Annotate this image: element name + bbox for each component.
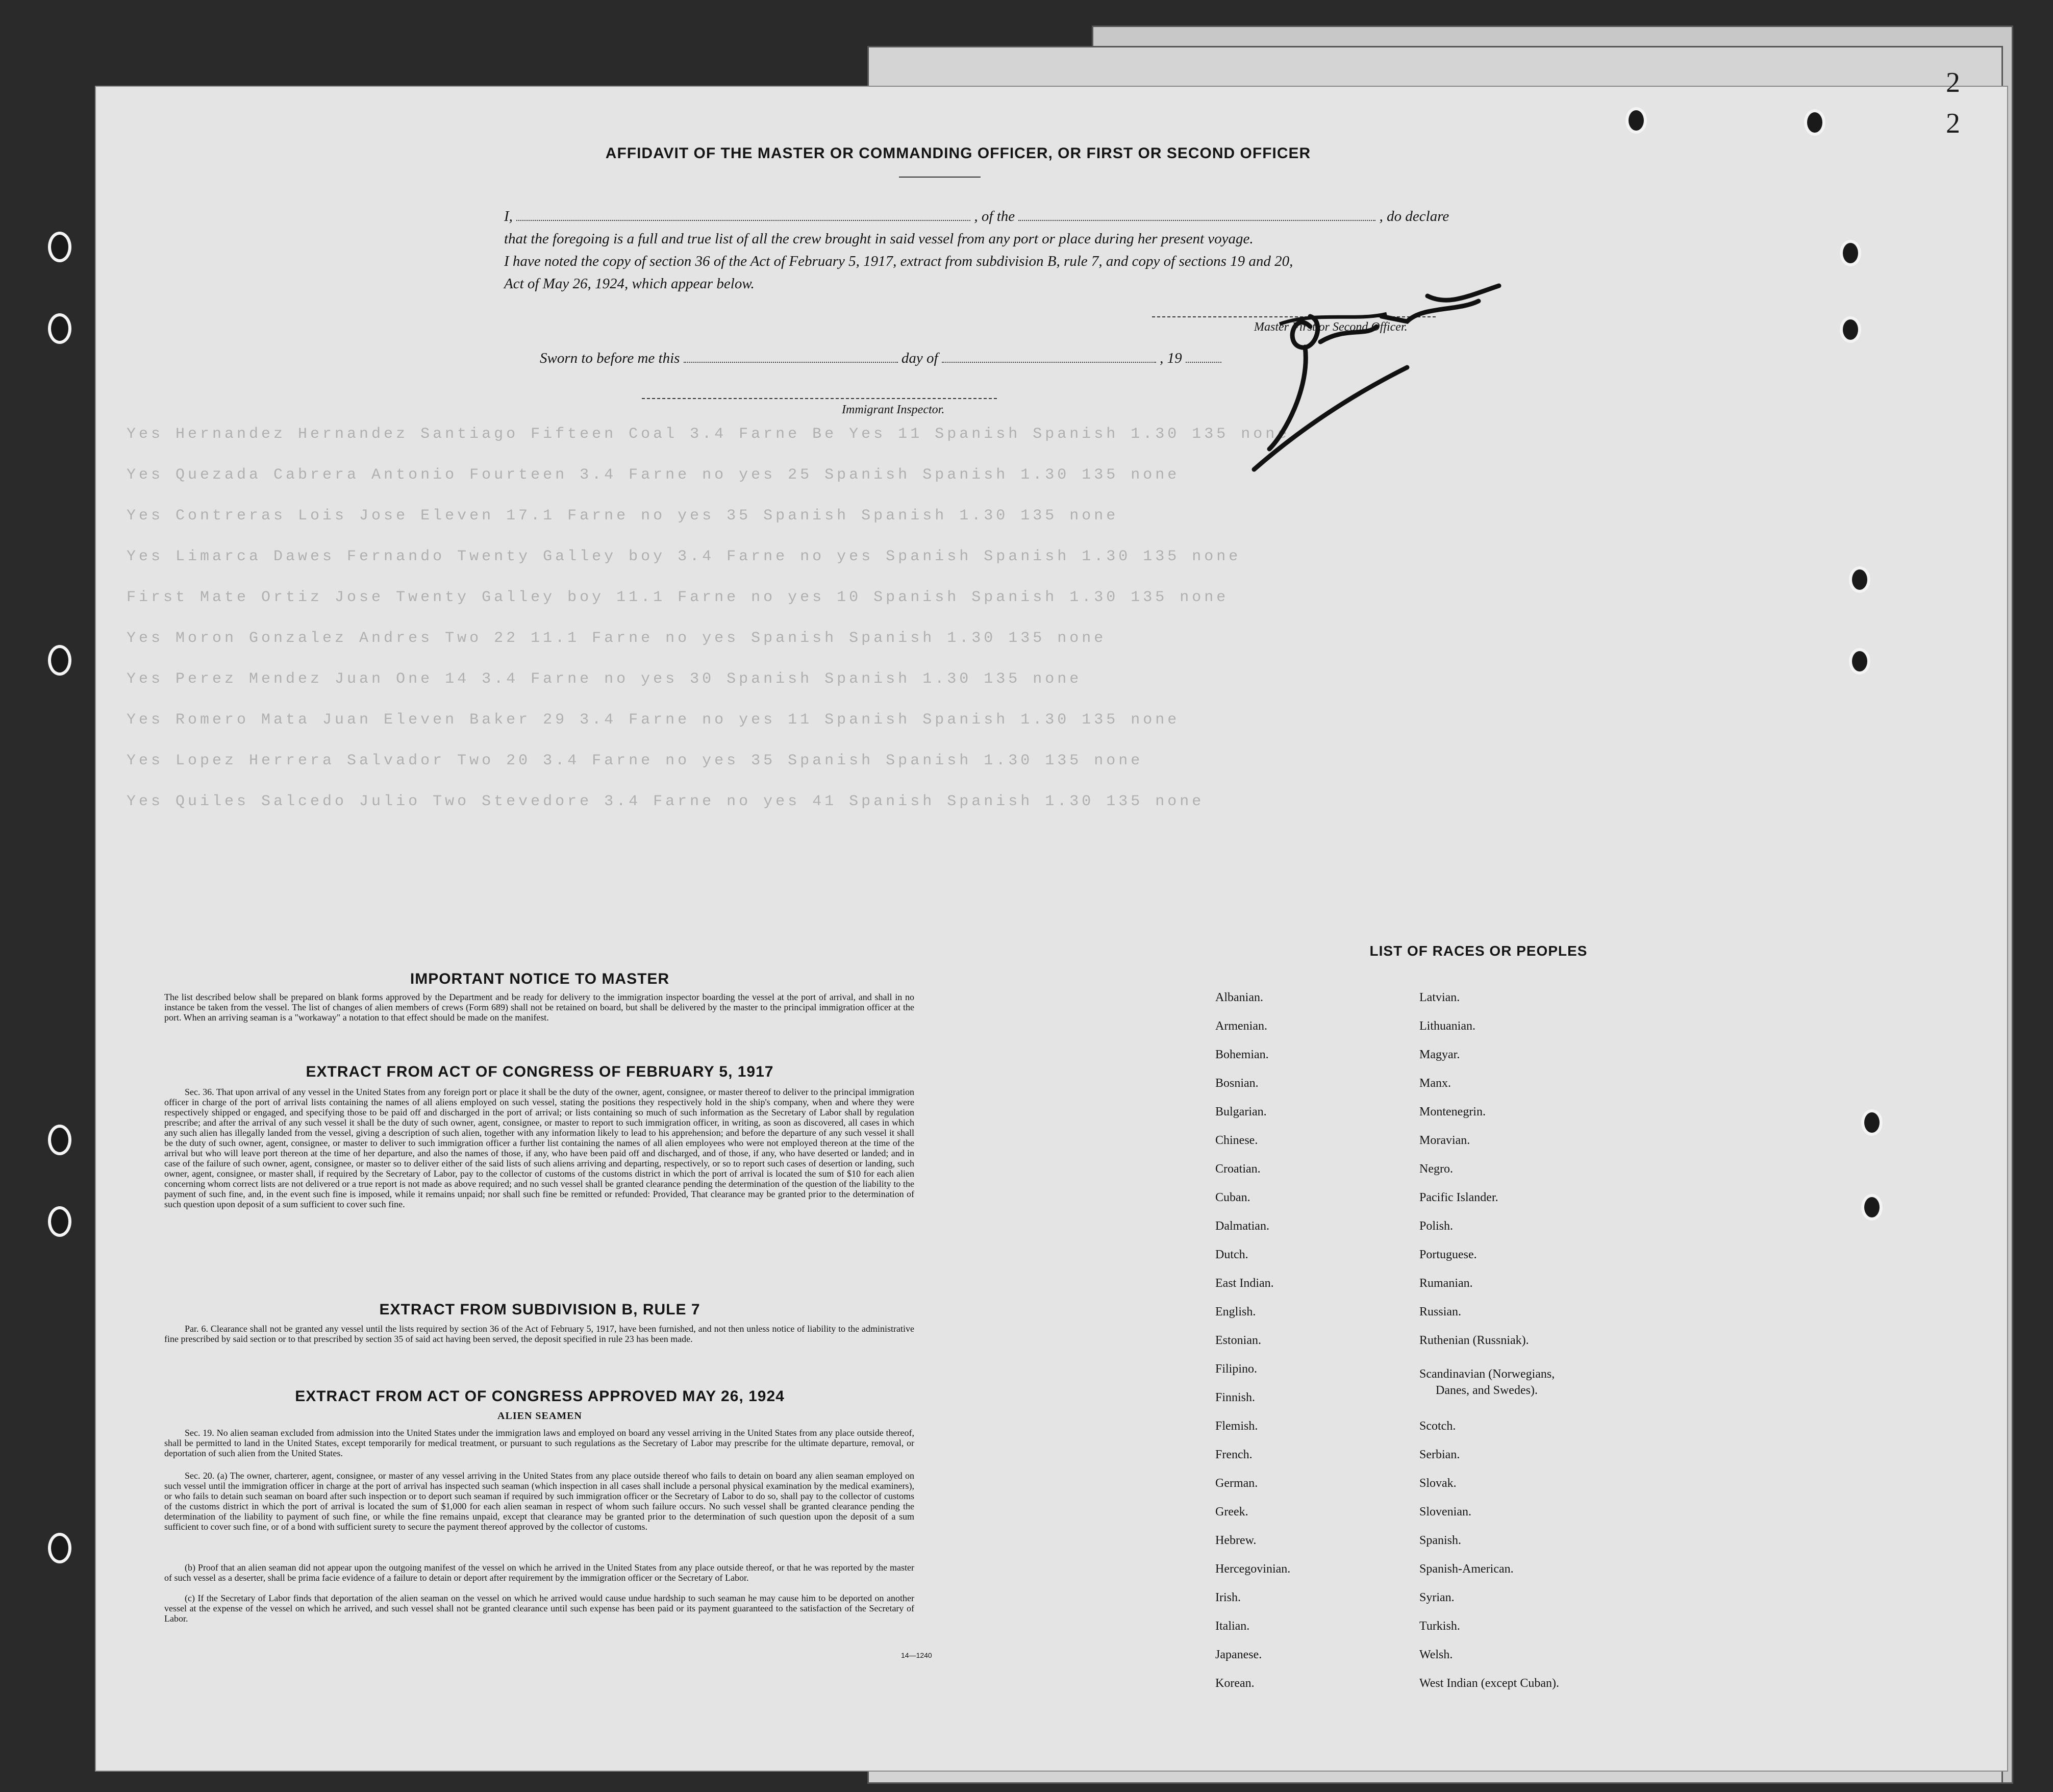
- inspector-label: Immigrant Inspector.: [842, 403, 945, 416]
- race-item: Bohemian.: [1215, 1048, 1269, 1061]
- declaration-i: I,: [504, 208, 513, 225]
- bleed-row: First Mate Ortiz Jose Twenty Galley boy 11.1 Farne no yes 10 Spanish Spanish 1.30 135 none: [127, 589, 1229, 606]
- race-item: Danes, and Swedes).: [1436, 1384, 1538, 1397]
- race-item: Filipino.: [1215, 1362, 1258, 1376]
- sec-19-text: Sec. 19. No alien seaman excluded from admission into the United States under the immigration laws and employed on board any vessel arriving in the United States from any place outside thereof, shall be permitted to land in the United States, except temporarily for medical treatment, or pursuant to such regulations as the Secretary of Labor may prescribe for the ultimate departure, removal, or deportation of such alien from the United States.: [164, 1428, 914, 1458]
- declaration-text-2: that the foregoing is a full and true list of all the crew brought in said vessel from any port or place during her present voyage.: [504, 231, 1254, 247]
- race-item: West Indian (except Cuban).: [1419, 1677, 1559, 1690]
- race-item: Serbian.: [1419, 1448, 1460, 1461]
- binder-hole-icon: [1861, 1109, 1883, 1136]
- race-item: Russian.: [1419, 1305, 1462, 1318]
- race-item: Welsh.: [1419, 1648, 1453, 1661]
- race-item: Portuguese.: [1419, 1248, 1477, 1261]
- race-item: Irish.: [1215, 1591, 1241, 1604]
- race-item: Montenegrin.: [1419, 1105, 1486, 1118]
- race-item: Dalmatian.: [1215, 1219, 1269, 1233]
- race-item: East Indian.: [1215, 1277, 1274, 1290]
- race-item: Chinese.: [1215, 1134, 1258, 1147]
- binder-hole-icon: [1840, 240, 1861, 266]
- race-item: Flemish.: [1215, 1420, 1258, 1433]
- bleed-row: Yes Romero Mata Juan Eleven Baker 29 3.4 Farne no yes 11 Spanish Spanish 1.30 135 none: [127, 711, 1180, 729]
- inspector-line: [642, 398, 999, 399]
- race-item: Slovenian.: [1419, 1505, 1471, 1519]
- race-item: Moravian.: [1419, 1134, 1470, 1147]
- margin-mark: 2: [1946, 67, 1960, 98]
- race-item: Spanish-American.: [1419, 1562, 1514, 1576]
- sec-20a-text: Sec. 20. (a) The owner, charterer, agent, consignee, or master of any vessel arriving in the United States from any place outside thereof who fails to detain on board any alien seaman employed on such vessel until the immigration officer in charge at the port of arrival has inspected such seaman (which inspection in all cases shall include a personal physical examination by the medical examiners), or who fails to detain such seaman on board after such inspection or to deport such seaman if required by such immigration officer or the Secretary of Labor to do so, shall pay to the collector of customs of the customs district in which the port of arrival is located the sum of $1,000 for each alien seaman in respect of whom such failure occurs. No such vessel shall be granted clearance pending the determination of the liability to payment of such fine, or while the fine remains unpaid, except that clearance may be granted prior to the determination of such question upon the deposit of a sum sufficient to cover such fine, or of a bond with sufficient surety to secure the payment thereof approved by the collector of customs.: [164, 1471, 914, 1532]
- vessel-blank: [1018, 211, 1375, 221]
- race-item: Scotch.: [1419, 1420, 1456, 1433]
- sworn-day-of: day of: [901, 350, 938, 366]
- bleed-row: Yes Hernandez Hernandez Santiago Fifteen Coal 3.4 Farne Be Yes 11 Spanish Spanish 1.30 135 none: [127, 426, 1290, 443]
- declaration-of-the: , of the: [974, 208, 1015, 225]
- race-item: Syrian.: [1419, 1591, 1455, 1604]
- binder-hole-icon: [48, 1206, 71, 1237]
- race-item: Pacific Islander.: [1419, 1191, 1498, 1204]
- race-item: Korean.: [1215, 1677, 1255, 1690]
- race-item: German.: [1215, 1477, 1258, 1490]
- notice-text: The list described below shall be prepared on blank forms approved by the Department and be ready for delivery to the immigration inspector boarding the vessel at the port of arrival, and shall in no instance be taken from the vessel. The list of changes of alien members of crews (Form 689) shall not be retained on board, but shall be delivered by the master to the principal immigration officer at the port. When an arriving seaman is a "workaway" a notation to that effect should be made on the manifest.: [164, 992, 914, 1023]
- race-item: Estonian.: [1215, 1334, 1261, 1347]
- declaration-do-declare: , do declare: [1379, 208, 1449, 225]
- race-item: Scandinavian (Norwegians,: [1419, 1367, 1555, 1381]
- binder-hole-icon: [48, 1533, 71, 1563]
- bleed-row: Yes Perez Mendez Juan One 14 3.4 Farne no yes 30 Spanish Spanish 1.30 135 none: [127, 670, 1082, 688]
- race-item: Polish.: [1419, 1219, 1454, 1233]
- manifest-page: [95, 86, 2008, 1772]
- sec-20c-text: (c) If the Secretary of Labor finds that deportation of the alien seaman on the vessel on which he arrived would cause undue hardship to such seaman he may cause him to be deported on another vessel at the expense of the vessel on which he arrived, and such vessel shall not be granted clearance until such expense has been paid or its payment guaranteed to the satisfaction of the Secretary of Labor.: [164, 1593, 914, 1624]
- race-item: Bosnian.: [1215, 1077, 1259, 1090]
- race-item: Negro.: [1419, 1162, 1453, 1176]
- race-item: Japanese.: [1215, 1648, 1262, 1661]
- signature-label: Master First or Second Officer.: [1254, 320, 1408, 334]
- rule-7-text: Par. 6. Clearance shall not be granted any vessel until the lists required by section 36 of the Act of February 5, 1917, have been furnished, and not then unless notice of liability to the administrative fine prescribed by said section or to that prescribed by section 35 of said act having been served, the deposit specified in rule 23 has been made.: [164, 1324, 914, 1344]
- race-item: Albanian.: [1215, 991, 1263, 1004]
- bleed-row: Yes Contreras Lois Jose Eleven 17.1 Farne no yes 35 Spanish Spanish 1.30 135 none: [127, 507, 1119, 525]
- binder-hole-icon: [1861, 1194, 1883, 1221]
- declaration-text-4: Act of May 26, 1924, which appear below.: [504, 276, 755, 292]
- alien-seamen-subtitle: ALIEN SEAMEN: [497, 1410, 582, 1422]
- notice-title: IMPORTANT NOTICE TO MASTER: [410, 970, 670, 987]
- sworn-day-blank: [684, 353, 898, 363]
- race-item: French.: [1215, 1448, 1253, 1461]
- bleed-row: Yes Quiles Salcedo Julio Two Stevedore 3.4 Farne no yes 41 Spanish Spanish 1.30 135 none: [127, 793, 1205, 810]
- binder-hole-icon: [1849, 648, 1870, 675]
- sworn-line: [540, 350, 1221, 367]
- race-item: Greek.: [1215, 1505, 1248, 1519]
- sec-20b-text: (b) Proof that an alien seaman did not appear upon the outgoing manifest of the vessel on which he arrived in the United States from any place outside thereof, or that he was reported by the master of such vessel as a deserter, shall be prima facie evidence of a failure to detain or deport after requirement by the immigration officer or the Secretary of Labor.: [164, 1562, 914, 1583]
- extract-1924-title: EXTRACT FROM ACT OF CONGRESS APPROVED MAY 26, 1924: [295, 1388, 785, 1405]
- sworn-year-blank: [1186, 353, 1221, 363]
- bleed-row: Yes Lopez Herrera Salvador Two 20 3.4 Farne no yes 35 Spanish Spanish 1.30 135 none: [127, 752, 1143, 769]
- declaration-text-3: I have noted the copy of section 36 of the Act of February 5, 1917, extract from subdivision B, rule 7, and copy of sections 19 and 20,: [504, 253, 1293, 269]
- race-item: English.: [1215, 1305, 1256, 1318]
- race-item: Rumanian.: [1419, 1277, 1473, 1290]
- binder-hole-icon: [48, 313, 71, 344]
- race-item: Cuban.: [1215, 1191, 1250, 1204]
- form-code: 14—1240: [901, 1651, 932, 1659]
- binder-hole-icon: [1849, 566, 1870, 593]
- bleed-row: Yes Moron Gonzalez Andres Two 22 11.1 Farne no yes Spanish Spanish 1.30 135 none: [127, 630, 1107, 647]
- race-item: Croatian.: [1215, 1162, 1261, 1176]
- races-title: LIST OF RACES OR PEOPLES: [1369, 943, 1588, 959]
- race-item: Lithuanian.: [1419, 1019, 1475, 1033]
- binder-hole-icon: [1625, 107, 1647, 134]
- binder-hole-icon: [1840, 316, 1861, 343]
- race-item: Armenian.: [1215, 1019, 1267, 1033]
- race-item: Dutch.: [1215, 1248, 1248, 1261]
- binder-hole-icon: [48, 645, 71, 676]
- sworn-text: Sworn to before me this: [540, 350, 680, 366]
- race-item: Turkish.: [1419, 1620, 1460, 1633]
- race-item: Manx.: [1419, 1077, 1451, 1090]
- extract-1917-title: EXTRACT FROM ACT OF CONGRESS OF FEBRUARY 5, 1917: [306, 1063, 774, 1080]
- affidavit-title-rule: [899, 177, 981, 178]
- binder-hole-icon: [48, 1125, 71, 1155]
- bleed-row: Yes Quezada Cabrera Antonio Fourteen 3.4 Farne no yes 25 Spanish Spanish 1.30 135 none: [127, 466, 1180, 484]
- extract-1917-text: Sec. 36. That upon arrival of any vessel in the United States from any foreign port or place it shall be the duty of the owner, agent, consignee, or master thereof to deliver to the principal immigration officer in charge of the port of arrival lists containing the names of all aliens employed on such vessel, stating the positions they respectively hold in the ship's company, when and where they were respectively shipped or engaged, and specifying those to be paid off and discharged in the port of arrival; or lists containing so much of such information as the Secretary of Labor shall by regulation prescribe; and after the arrival of any such vessel it shall be the duty of such owner, agent, consignee, or master to report to such immigration officer, in writing, as soon as discovered, all cases in which any such alien has illegally landed from the vessel, giving a description of such alien, together with any information likely to lead to his apprehension; and before the departure of any such vessel it shall be the duty of such owner, agent, consignee, or master to deliver to such immigration officer a further list containing the names of all alien employees who were not employed thereon at the time of the arrival but who will leave port thereon at the time of her departure, and also the names of those, if any, who have been paid off and discharged, and of those, if any, who have deserted or landed; and in case of the failure of such owner, agent, consignee, or master so to deliver either of the said lists of such aliens arriving and departing, respectively, or so to report such cases of desertion or landing, such owner, agent, consignee, or master shall, if required by the Secretary of Labor, pay to the collector of customs of the customs district in which the port of arrival is located the sum of $10 for each alien concerning whom correct lists are not delivered or a true report is not made as above required; and no such vessel shall be granted clearance pending the determination of the question of the liability to the payment of such fine, and, in the event such fine is imposed, while it remains unpaid; nor shall such fine be remitted or refunded: Provided, That clearance may be granted prior to the determination of such question upon deposit of a sum sufficient to cover such fine.: [164, 1087, 914, 1209]
- rule-7-title: EXTRACT FROM SUBDIVISION B, RULE 7: [379, 1301, 700, 1318]
- race-item: Italian.: [1215, 1620, 1250, 1633]
- race-item: Finnish.: [1215, 1391, 1256, 1404]
- race-item: Magyar.: [1419, 1048, 1460, 1061]
- race-item: Ruthenian (Russniak).: [1419, 1334, 1529, 1347]
- name-blank: [516, 211, 970, 221]
- race-item: Slovak.: [1419, 1477, 1457, 1490]
- race-item: Hercegovinian.: [1215, 1562, 1291, 1576]
- affidavit-title: AFFIDAVIT OF THE MASTER OR COMMANDING OFFICER, OR FIRST OR SECOND OFFICER: [605, 145, 1311, 162]
- race-item: Latvian.: [1419, 991, 1460, 1004]
- margin-mark: 2: [1946, 108, 1960, 139]
- race-item: Hebrew.: [1215, 1534, 1257, 1547]
- binder-hole-icon: [1804, 109, 1825, 136]
- sworn-year: , 19: [1160, 350, 1182, 366]
- sworn-month-blank: [942, 353, 1156, 363]
- race-item: Spanish.: [1419, 1534, 1462, 1547]
- bleed-row: Yes Limarca Dawes Fernando Twenty Galley boy 3.4 Farne no yes Spanish Spanish 1.30 135 none: [127, 548, 1241, 565]
- binder-hole-icon: [48, 232, 71, 262]
- race-item: Bulgarian.: [1215, 1105, 1267, 1118]
- master-signature: [1193, 265, 1652, 510]
- declaration-line: [504, 208, 1449, 225]
